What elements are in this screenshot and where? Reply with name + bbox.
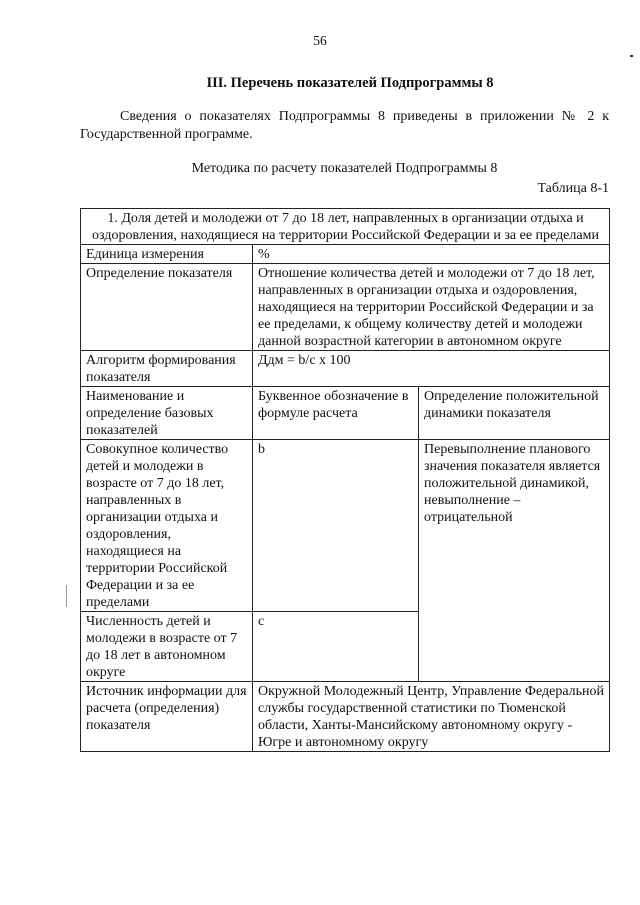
table-row xyxy=(81,351,610,387)
unit-label: Единица измерения xyxy=(81,245,253,264)
page-number: 56 xyxy=(313,33,327,48)
indicator-title: 1. Доля детей и молодежи от 7 до 18 лет, направленных в организации отдыха и оздоровления, находящиеся на территории Российской Федерации и за ее пределами xyxy=(81,209,610,245)
base-1-symbol: b xyxy=(253,440,419,612)
table-row xyxy=(81,440,610,612)
header-symbol: Буквенное обозначение в формуле расчета xyxy=(253,387,419,440)
dynamics-text: Перевыполнение планового значения показателя является положительной динамикой, невыполнение – отрицательной xyxy=(419,440,610,682)
margin-mark xyxy=(66,585,67,607)
table-label: Таблица 8-1 xyxy=(537,181,609,196)
unit-value: % xyxy=(253,245,610,264)
algorithm-value: Ддм = b/c x 100 xyxy=(253,351,610,387)
table-row xyxy=(81,682,610,752)
source-value: Окружной Молодежный Центр, Управление Федеральной службы государственной статистики по Тюменской области, Ханты-Мансийскому автономному округу - Югре и автономному округу xyxy=(253,682,610,752)
intro-paragraph: Сведения о показателях Подпрограммы 8 приведены в приложении № 2 к Государственной программе. xyxy=(80,109,609,142)
base-2-name: Численность детей и молодежи в возрасте от 7 до 18 лет в автономном округе xyxy=(81,612,253,682)
algorithm-label: Алгоритм формирования показателя xyxy=(81,351,253,387)
base-2-symbol: c xyxy=(253,612,419,682)
section-title: III. Перечень показателей Подпрограммы 8 xyxy=(206,75,494,91)
table-row xyxy=(81,209,610,245)
tick-mark xyxy=(630,55,633,57)
base-1-name: Совокупное количество детей и молодежи в возрасте от 7 до 18 лет, направленных в организации отдыха и оздоровления, находящиеся на территории Российской Федерации и за ее пределами xyxy=(81,440,253,612)
source-label: Источник информации для расчета (определения) показателя xyxy=(81,682,253,752)
header-base: Наименование и определение базовых показателей xyxy=(81,387,253,440)
table-row xyxy=(81,264,610,351)
method-title: Методика по расчету показателей Подпрограммы 8 xyxy=(191,161,498,176)
definition-value: Отношение количества детей и молодежи от 7 до 18 лет, направленных в организации отдыха и оздоровления, находящиеся на территории Российской Федерации и за ее пределами, к общему количеству детей и молодежи данной возрастной категории в автономном округе xyxy=(253,264,610,351)
header-dynamics: Определение положительной динамики показателя xyxy=(419,387,610,440)
indicator-table xyxy=(80,208,610,752)
table-row xyxy=(81,245,610,264)
definition-label: Определение показателя xyxy=(81,264,253,351)
table-row xyxy=(81,387,610,440)
